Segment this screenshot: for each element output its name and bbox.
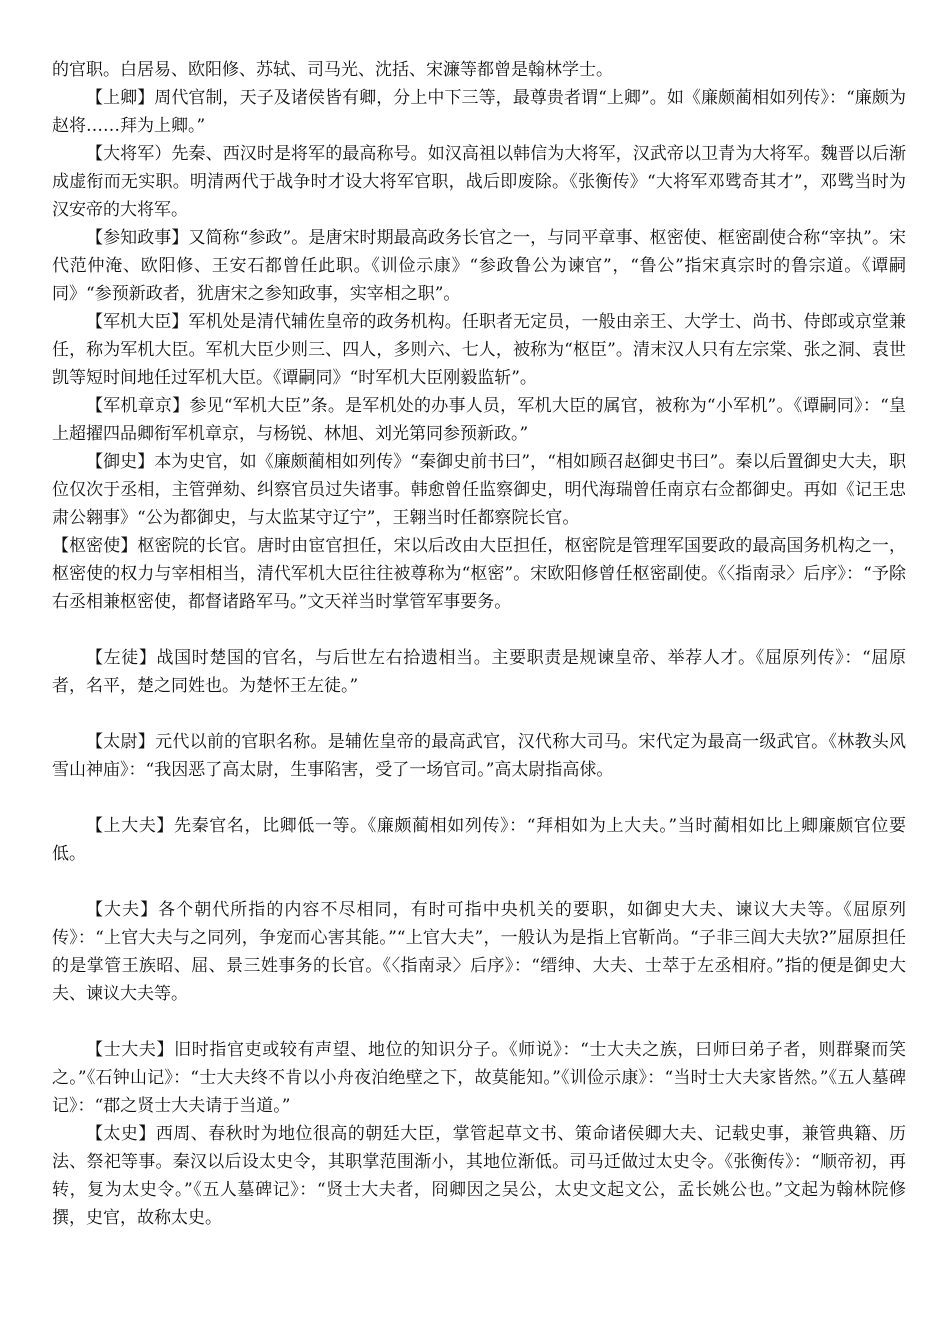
entry-junjidachen [52, 308, 906, 392]
entry-yushi [52, 448, 906, 532]
entry-taishi [52, 1120, 906, 1232]
entry-term: 【上大夫】 [86, 816, 175, 836]
entry-term: 【士大夫】 [86, 1040, 175, 1060]
entry-term: 【御史】 [86, 452, 155, 472]
entry-text: 元代以前的官职名称。是辅佐皇帝的最高武官，汉代称大司马。宋代定为最高一级武官。《林教头风雪山神庙》：“我因恶了高太尉，生事陷害，受了一场官司。”高太尉指高俅。 [52, 732, 907, 780]
entry-text: 先秦官名，比卿低一等。《廉颇蔺相如列传》：“拜相如为上大夫。”当时蔺相如比上卿廉颇官位要低。 [52, 816, 907, 864]
paragraph-gap [52, 616, 906, 644]
entry-dafu [52, 896, 906, 1008]
entry-term: 【太尉】 [86, 732, 156, 752]
entry-term: 【上卿】 [86, 88, 155, 108]
entry-term: 【参知政事】 [86, 228, 189, 248]
paragraph-gap [52, 700, 906, 728]
entry-text: 先秦、西汉时是将军的最高称号。如汉高祖以韩信为大将军，汉武帝以卫青为大将军。魏晋以后渐成虚衔而无实职。明清两代于战争时才设大将军官职，战后即废除。《张衡传》“大将军邓骘奇其才”，邓骘当时为汉安帝的大将军。 [52, 144, 907, 220]
entry-zuotu [52, 644, 906, 700]
entry-shangqing [52, 84, 906, 140]
entry-term: 【枢密使】 [52, 536, 138, 556]
entry-text: 军机处是清代辅佐皇帝的政务机构。任职者无定员，一般由亲王、大学士、尚书、侍郎或京堂兼任，称为军机大臣。军机大臣少则三、四人，多则六、七人，被称为“枢臣”。清末汉人只有左宗棠、张之洞、袁世凯等短时间地任过军机大臣。《谭嗣同》“时军机大臣刚毅监斩”。 [52, 312, 907, 388]
paragraph-continuation [52, 56, 906, 84]
entry-term: 【太史】 [86, 1124, 156, 1144]
entry-text: 各个朝代所指的内容不尽相同，有时可指中央机关的要职，如御史大夫、谏议大夫等。《屈原列传》：“上官大夫与之同列，争宠而心害其能。”“上官大夫”，一般认为是指上官靳尚。“子非三闾大夫欤?”屈原担任的是掌管王族昭、屈、景三姓事务的长官。《〈指南录〉后序》：“缙绅、大夫、士萃于左丞相府。”指的便是御史大夫、谏议大夫等。 [52, 900, 907, 1004]
entry-canzhizhengshi [52, 224, 906, 308]
entry-term: 【大将军） [86, 144, 172, 164]
entry-shumishi [52, 532, 906, 616]
paragraph-text: 的官职。白居易、欧阳修、苏轼、司马光、沈括、宋濂等都曾是翰林学士。 [52, 60, 613, 80]
document-page [52, 56, 906, 1232]
entry-text: 参见“军机大臣”条。是军机处的办事人员，军机大臣的属官，被称为“小军机”。《谭嗣同》：“皇上超擢四品卿衔军机章京，与杨锐、林旭、刘光第同参预新政。” [52, 396, 907, 444]
entry-text: 战国时楚国的官名，与后世左右拾遗相当。主要职责是规谏皇帝、举荐人才。《屈原列传》：“屈原者，名平，楚之同姓也。为楚怀王左徒。” [52, 648, 906, 696]
entry-text: 西周、春秋时为地位很高的朝廷大臣，掌管起草文书、策命诸侯卿大夫、记载史事，兼管典籍、历法、祭祀等事。秦汉以后设太史令，其职掌范围渐小，其地位渐低。司马迁做过太史令。《张衡传》：“顺帝初，再转，复为太史令。”《五人墓碑记》：“贤士大夫者，冏卿因之吴公，太史文起文公，孟长姚公也。”文起为翰林院修撰，史官，故称太史。 [52, 1124, 907, 1228]
paragraph-gap [52, 784, 906, 812]
entry-text: 本为史官，如《廉颇蔺相如列传》“秦御史前书曰”，“相如顾召赵御史书曰”。秦以后置御史大夫，职位仅次于丞相，主管弹劾、纠察官员过失诸事。韩愈曾任监察御史，明代海瑞曾任南京右佥都御史。再如《记王忠肃公翱事》“公为都御史，与太监某守辽宁”，王翱当时任都察院长官。 [52, 452, 906, 528]
entry-term: 【大夫】 [86, 900, 159, 920]
entry-junjizhangjing [52, 392, 906, 448]
entry-text: 又简称“参政”。是唐宋时期最高政务长官之一，与同平章事、枢密使、框密副使合称“宰执”。宋代范仲淹、欧阳修、王安石都曾任此职。《训俭示康》“参政鲁公为谏官”，“鲁公”指宋真宗时的鲁宗道。《谭嗣同》“参预新政者，犹唐宋之参知政事，实宰相之职”。 [52, 228, 907, 304]
entry-text: 旧时指官吏或较有声望、地位的知识分子。《师说》：“士大夫之族，曰师曰弟子者，则群聚而笑之。”《石钟山记》：“士大夫终不肯以小舟夜泊绝壁之下，故莫能知。”《训俭示康》：“当时士大夫家皆然。”《五人墓碑记》：“郡之贤士大夫请于当道。” [52, 1040, 906, 1116]
entry-text: 枢密院的长官。唐时由宦官担任，宋以后改由大臣担任，枢密院是管理军国要政的最高国务机构之一，枢密使的权力与宰相相当，清代军机大臣往往被尊称为“枢密”。宋欧阳修曾任枢密副使。《〈指南录〉后序》：“予除右丞相兼枢密使，都督诸路军马。”文天祥当时掌管军事要务。 [52, 536, 907, 612]
entry-dajiangjun [52, 140, 906, 224]
entry-text: 周代官制，天子及诸侯皆有卿，分上中下三等，最尊贵者谓“上卿”。如《廉颇蔺相如列传》：“廉颇为赵将……拜为上卿。” [52, 88, 906, 136]
entry-term: 【军机大臣】 [86, 312, 189, 332]
entry-shidafu [52, 1036, 906, 1120]
paragraph-gap [52, 868, 906, 896]
paragraph-gap [52, 1008, 906, 1036]
entry-shangdafu [52, 812, 906, 868]
entry-term: 【左徒】 [86, 648, 157, 668]
entry-term: 【军机章京】 [86, 396, 190, 416]
entry-taiwei [52, 728, 906, 784]
